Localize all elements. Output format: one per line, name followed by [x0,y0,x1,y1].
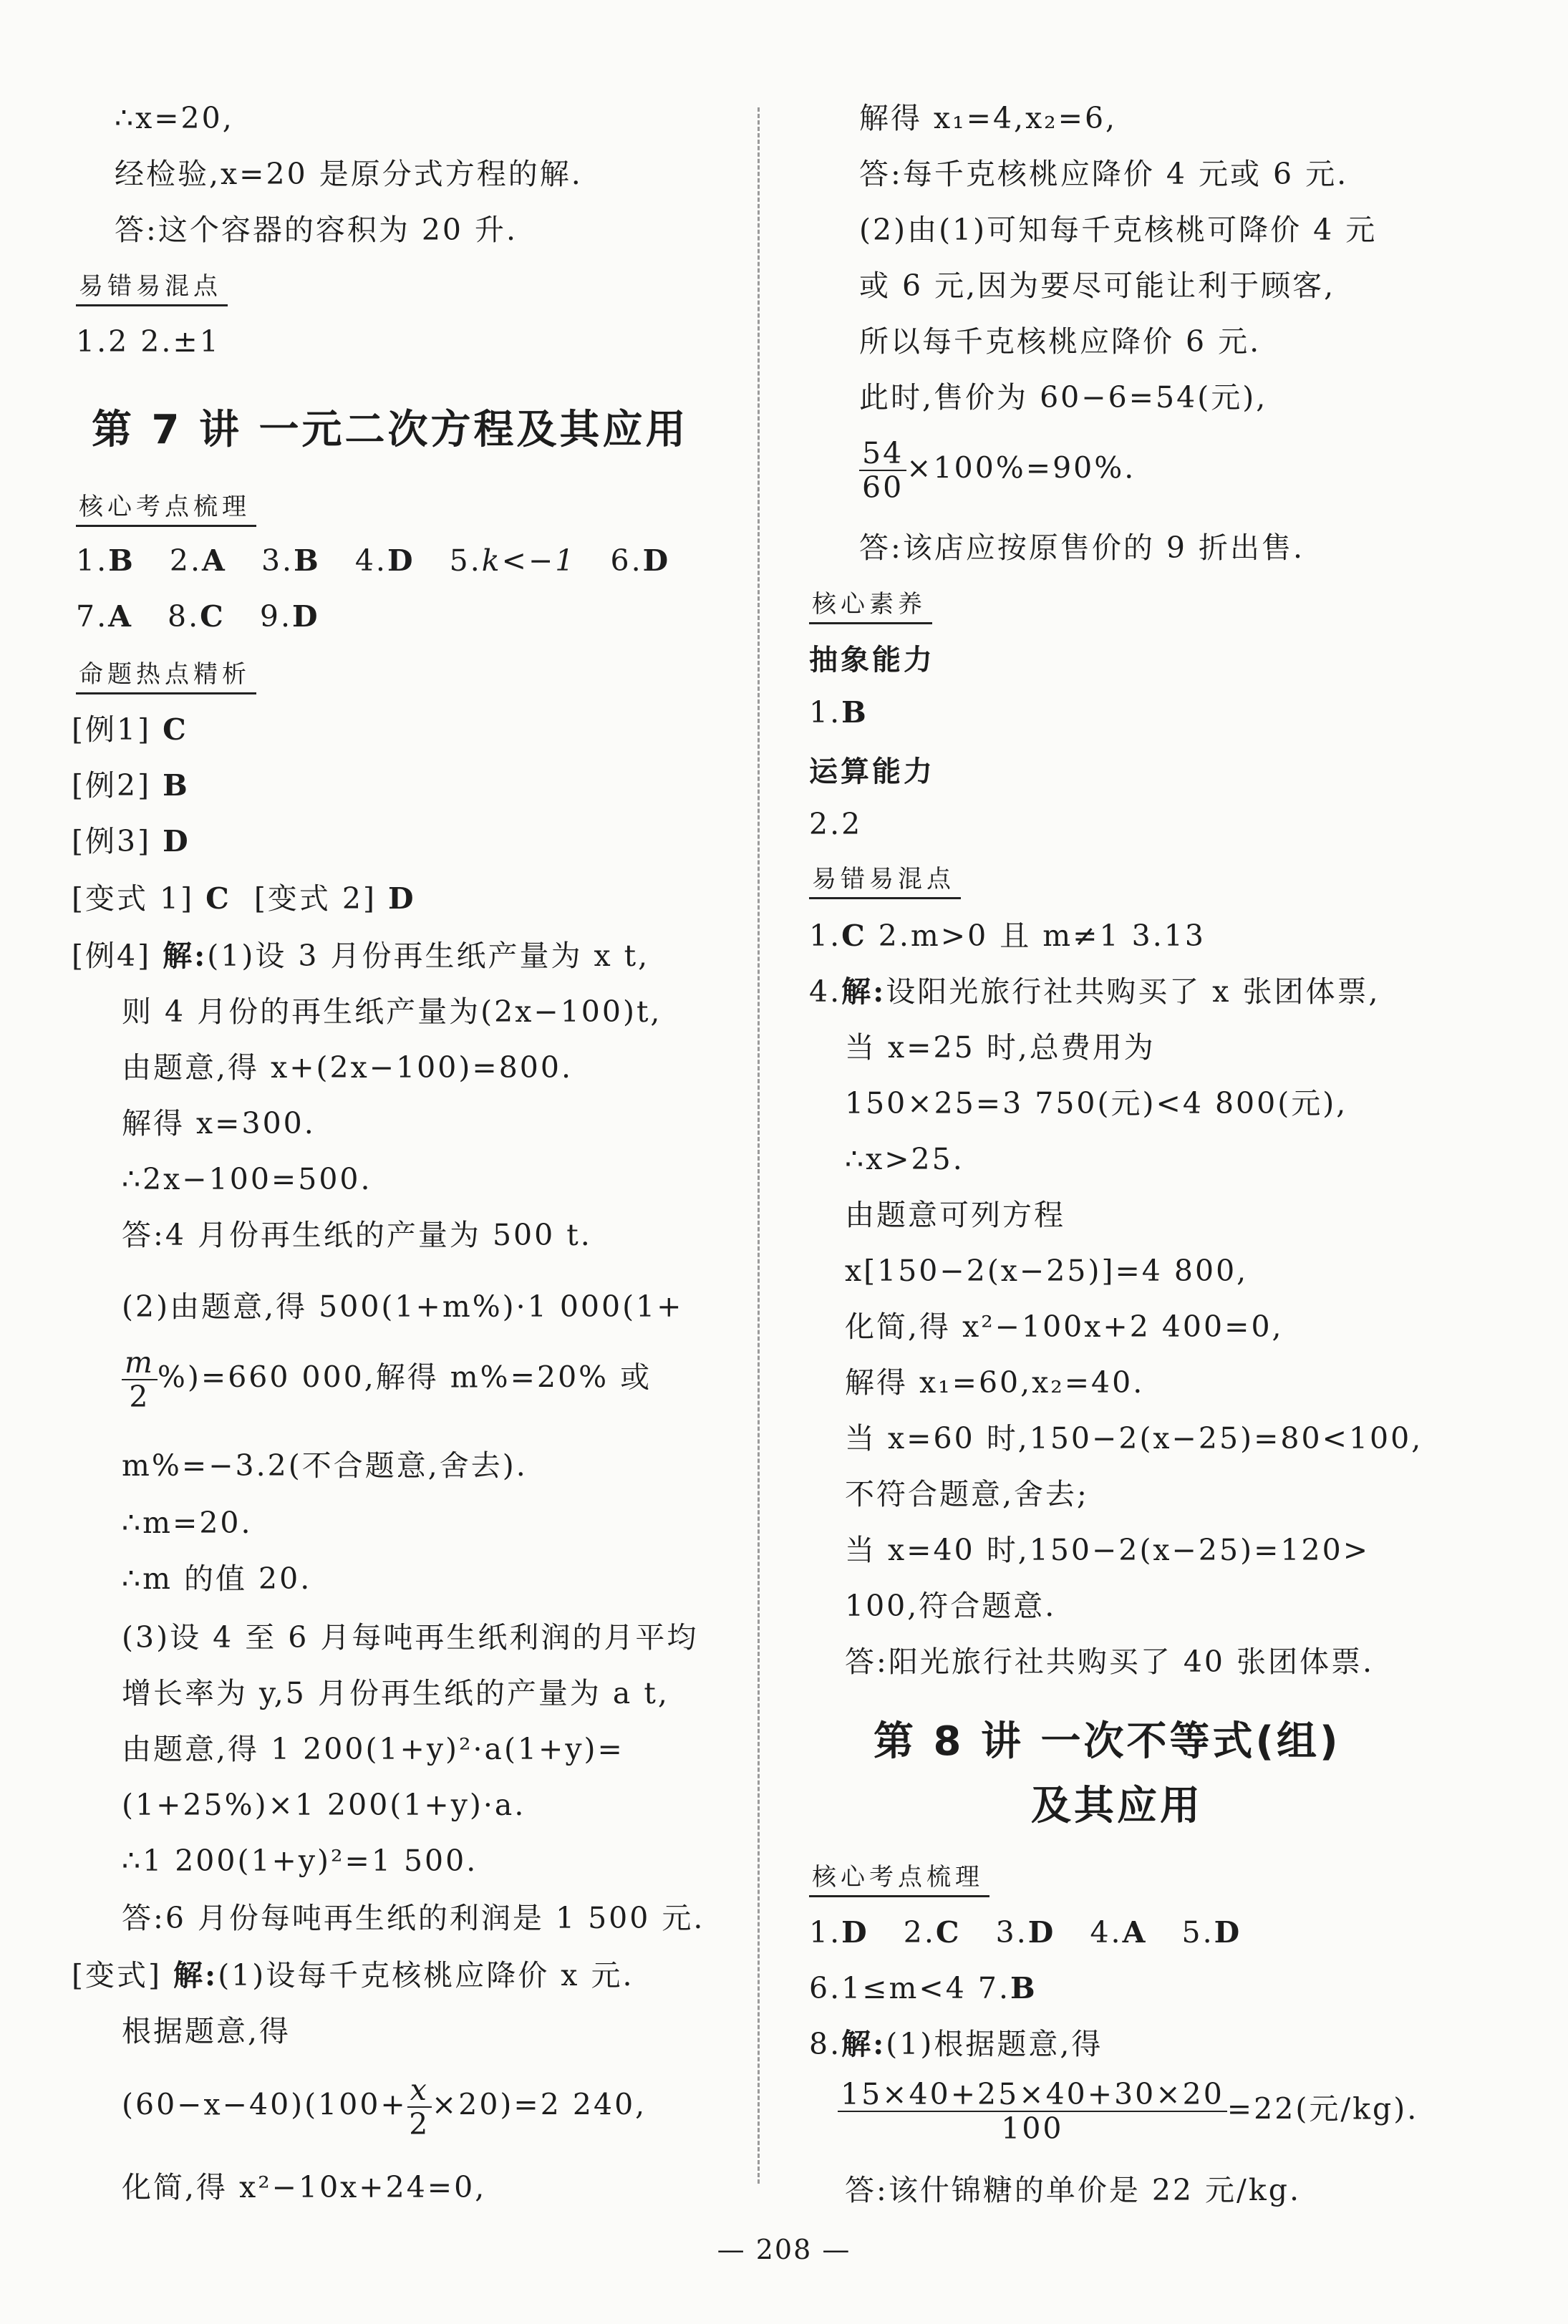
section-heading-suyang: 核心素养 [809,584,932,624]
text-line: 增长率为 y,5 月份再生纸的产量为 a t, [122,1676,669,1710]
subheading-chouxiang: 抽象能力 [809,644,935,677]
text-line-fraction: $\frac{15\times 40+25\times 40+30\times 20}{100}$ =22(元/kg). [838,2078,1418,2145]
column-divider [758,107,760,2184]
text-line: ∴x>25. [845,1142,964,1176]
text-line: 由题意,得 1 200(1+y)²·a(1+y)= [122,1732,624,1766]
text-line: 答:每千克核桃应降价 4 元或 6 元. [859,157,1349,191]
text-line: 答:该店应按原售价的 9 折出售. [859,531,1305,565]
answer-line: 1.B [809,695,868,730]
answer-line: 1.C 2.m>0 且 m≠1 3.13 [809,919,1206,953]
problem-4: 4.解:设阳光旅行社共购买了 x 张团体票, [809,974,1380,1009]
text-line: x[150−2(x−25)]=4 800, [845,1254,1249,1288]
text-line: 此时,售价为 60−6=54(元), [859,380,1268,415]
text-line: 或 6 元,因为要尽可能让利于顾客, [859,268,1336,303]
text-line: m%=−3.2(不合题意,舍去). [122,1448,528,1483]
fraction-unit-price: $\frac{15\times 40+25\times 40+30\times 20}{100}$ [838,2078,1227,2145]
text-line: 答:6 月份每吨再生纸的利润是 1 500 元. [122,1901,705,1935]
text-line: 不符合题意,舍去; [845,1477,1089,1511]
answer-line: 1.2 2.±1 [76,324,221,359]
subheading-yunsuan: 运算能力 [809,755,935,788]
text-line: 化简,得 x²−10x+24=0, [122,2170,487,2204]
text-line: 当 x=25 时,总费用为 [845,1030,1156,1065]
text-line: 100,符合题意. [845,1589,1057,1623]
text-line: ∴2x−100=500. [122,1162,372,1196]
text-line-fraction: $\frac{m}{2}$ %)=660 000,解得 m%=20% 或 [122,1346,652,1413]
answer-row: 1.D 2.C 3.D 4.A 5.D [809,1915,1242,1950]
text-line: 当 x=60 时,150−2(x−25)=80<100, [845,1421,1423,1456]
text-line: 则 4 月份的再生纸产量为(2x−100)t, [122,994,662,1029]
fraction-m-2: $\frac{m}{2}$ [122,1346,158,1413]
text-line: (3)设 4 至 6 月每吨再生纸利润的月平均 [122,1620,699,1655]
text-line: 解得 x=300. [122,1106,316,1141]
example-1: [例1] C [72,712,188,747]
text-line: ∴m=20. [122,1506,253,1540]
text-line-fraction: $\frac{54}{60}$ ×100%=90%. [859,437,1136,504]
text-line: 答:这个容器的容积为 20 升. [115,213,518,247]
answer-row: 6.1≤m<4 7.B [809,1971,1037,2005]
text-line: 答:4 月份再生纸的产量为 500 t. [122,1218,592,1252]
example-2: [例2] B [72,768,190,803]
text-line: ∴x=20, [115,101,234,135]
answer-row: 1.B 2.A 3.B 4.D 5.k<−1 6.D [76,543,671,578]
text-line: (2)由(1)可知每千克核桃可降价 4 元 [859,213,1378,247]
text-line: 当 x=40 时,150−2(x−25)=120> [845,1533,1370,1567]
section-heading-yicuo: 易错易混点 [809,859,961,899]
variant-1-2: [变式 1] C [变式 2] D [72,881,416,916]
text-line: ∴1 200(1+y)²=1 500. [122,1844,478,1878]
text-line: 所以每千克核桃应降价 6 元. [859,324,1262,359]
text-line: (2)由题意,得 500(1+m%)·1 000(1+ [122,1289,684,1324]
text-line: ∴m 的值 20. [122,1562,312,1596]
text-line: (1+25%)×1 200(1+y)·a. [122,1788,526,1822]
example-3: [例3] D [72,824,190,858]
text-line: 经检验,x=20 是原分式方程的解. [115,157,583,191]
problem-8: 8.解:(1)根据题意,得 [809,2027,1103,2061]
lecture-8-title: 第 8 讲 一次不等式(组) [873,1718,1341,1765]
text-line: 答:该什锦糖的单价是 22 元/kg. [845,2173,1301,2207]
example-4: [例4] 解:(1)设 3 月份再生纸产量为 x t, [72,939,650,973]
lecture-7-title: 第 7 讲 一元二次方程及其应用 [92,407,689,453]
fraction-54-60: $\frac{54}{60}$ [859,437,906,504]
section-heading-hexin: 核心考点梳理 [809,1857,989,1897]
text-line: 由题意可列方程 [845,1198,1065,1232]
text-line: 解得 x₁=4,x₂=6, [859,101,1118,135]
section-heading-mingti: 命题热点精析 [76,654,256,694]
text-line: 由题意,得 x+(2x−100)=800. [122,1050,573,1085]
text-line: 根据题意,得 [122,2014,291,2048]
text-line-fraction: (60−x−40)(100+ $\frac{x}{2}$ ×20)=2 240, [122,2073,647,2141]
page-number: — 208 — [717,2234,851,2265]
text-line: 解得 x₁=60,x₂=40. [845,1365,1145,1400]
lecture-8-title-line2: 及其应用 [1031,1783,1203,1829]
variant-solution: [变式] 解:(1)设每千克核桃应降价 x 元. [72,1958,634,1993]
section-heading-yicuo: 易错易混点 [76,266,228,306]
answer-row: 7.A 8.C 9.D [76,599,320,634]
section-heading-hexin: 核心考点梳理 [76,487,256,527]
text-line: 答:阳光旅行社共购买了 40 张团体票. [845,1645,1375,1679]
text-line: 化简,得 x²−100x+2 400=0, [845,1309,1284,1344]
text-line: 150×25=3 750(元)<4 800(元), [845,1086,1348,1120]
answer-line: 2.2 [809,807,863,841]
fraction-x-2: $\frac{x}{2}$ [407,2073,432,2141]
